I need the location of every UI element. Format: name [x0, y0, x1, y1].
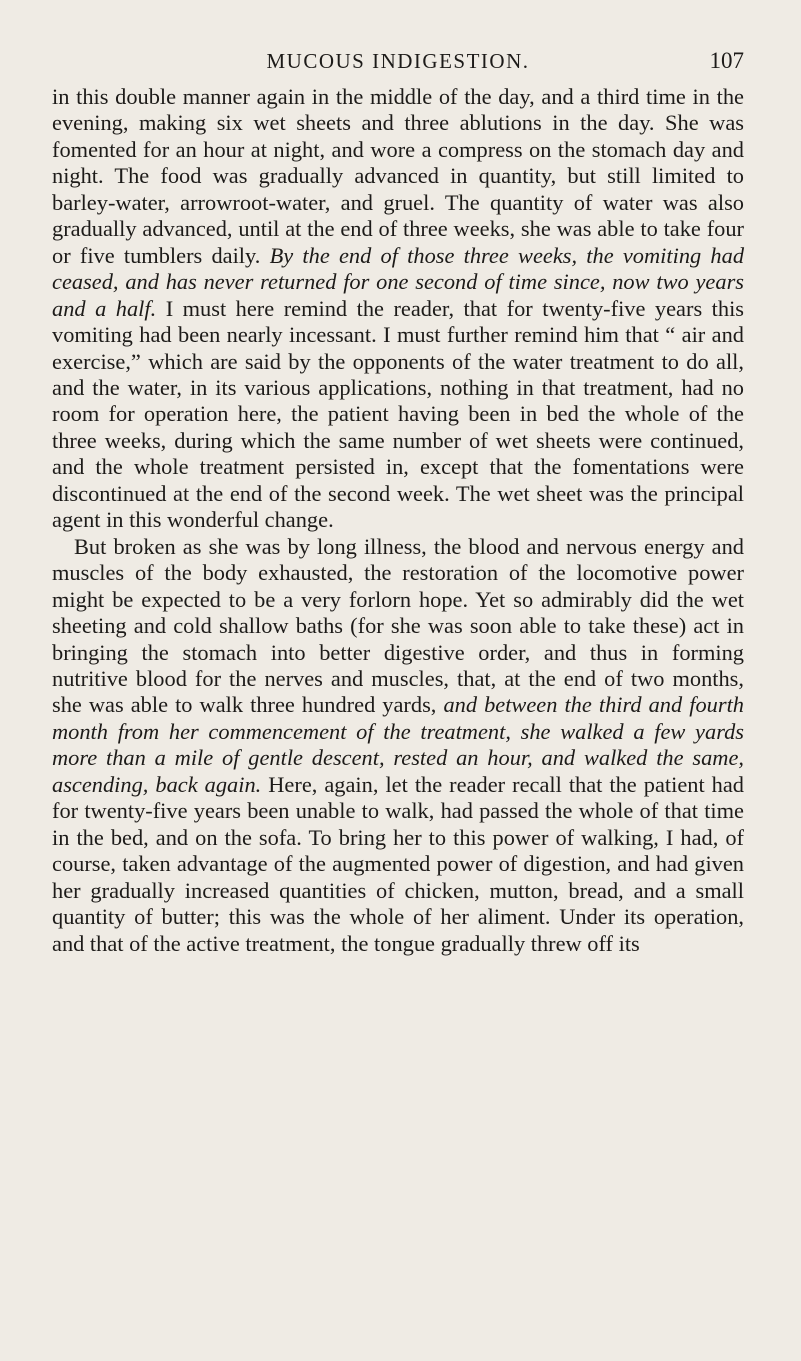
paragraph-2-italic-text: and between the third and fourth month from her commencement of the treatment, she walked a few yards more than a mile of gentle descent, rested an hour, and walked the same, ascending, back again.	[52, 692, 744, 797]
paragraph-1-text-1: in this double manner again in the middle of the day, and a third time in the evening, making six wet sheets and three ablutions in the day. She was fomented for an hour at night, and wore a compress on the stomach day and night. The food was gradually advanced in quantity, but still limited to barley-water, arrowroot-water, and gruel. The quantity of water was also gradually advanced, until at the end of three weeks, she was able to take four or five tumblers daily.	[52, 84, 744, 268]
page-number: 107	[709, 48, 744, 73]
paragraph-2-text-1: But broken as she was by long illness, the blood and nervous energy and muscles of the body exhausted, the restoration of the locomotive power might be expected to be a very forlorn hope. Yet so admirably did the wet sheeting and cold shallow baths (for she was soon able to take these) act in bringing the stomach into better digestive order, and thus in forming nutritive blood for the nerves and muscles, that, at the end of two months, she was able to walk three hundred yards,	[52, 533, 744, 718]
paragraph-2-text-2: Here, again, let the reader recall that the patient had for twenty-five years been unable to walk, had passed the whole of that time in the bed, and on the sofa. To bring her to this power of walking, I had, of course, taken advantage of the augmented power of digestion, and had given her gradually increased quantities of chicken, mutton, bread, and a small quantity of butter; this was the whole of her aliment. Under its operation, and that of the active treatment, the tongue gradually threw off its	[52, 771, 745, 956]
paragraph-1-italic-text: By the end of those three weeks, the vomiting had ceased, and has never returned for one second of time since, now two years and a half.	[52, 242, 745, 321]
body-text	[52, 84, 744, 957]
paragraph-1	[52, 84, 744, 534]
page-header	[52, 44, 744, 78]
paragraph-1-text-2: I must here remind the reader, that for twenty-five years this vomiting had been nearly incessant. I must further remind him that “ air and exercise,” which are said by the opponents of the water treatment to do all, and the water, in its various applications, nothing in that treatment, had no room for operation here, the patient having been in bed the whole of the three weeks, during which the same number of wet sheets were continued, and the whole treatment persisted in, except that the fomentations were discontinued at the end of the second week. The wet sheet was the principal agent in this wonderful change.	[52, 295, 744, 533]
running-title: MUCOUS INDIGESTION.	[266, 49, 530, 73]
paragraph-2	[52, 534, 744, 957]
